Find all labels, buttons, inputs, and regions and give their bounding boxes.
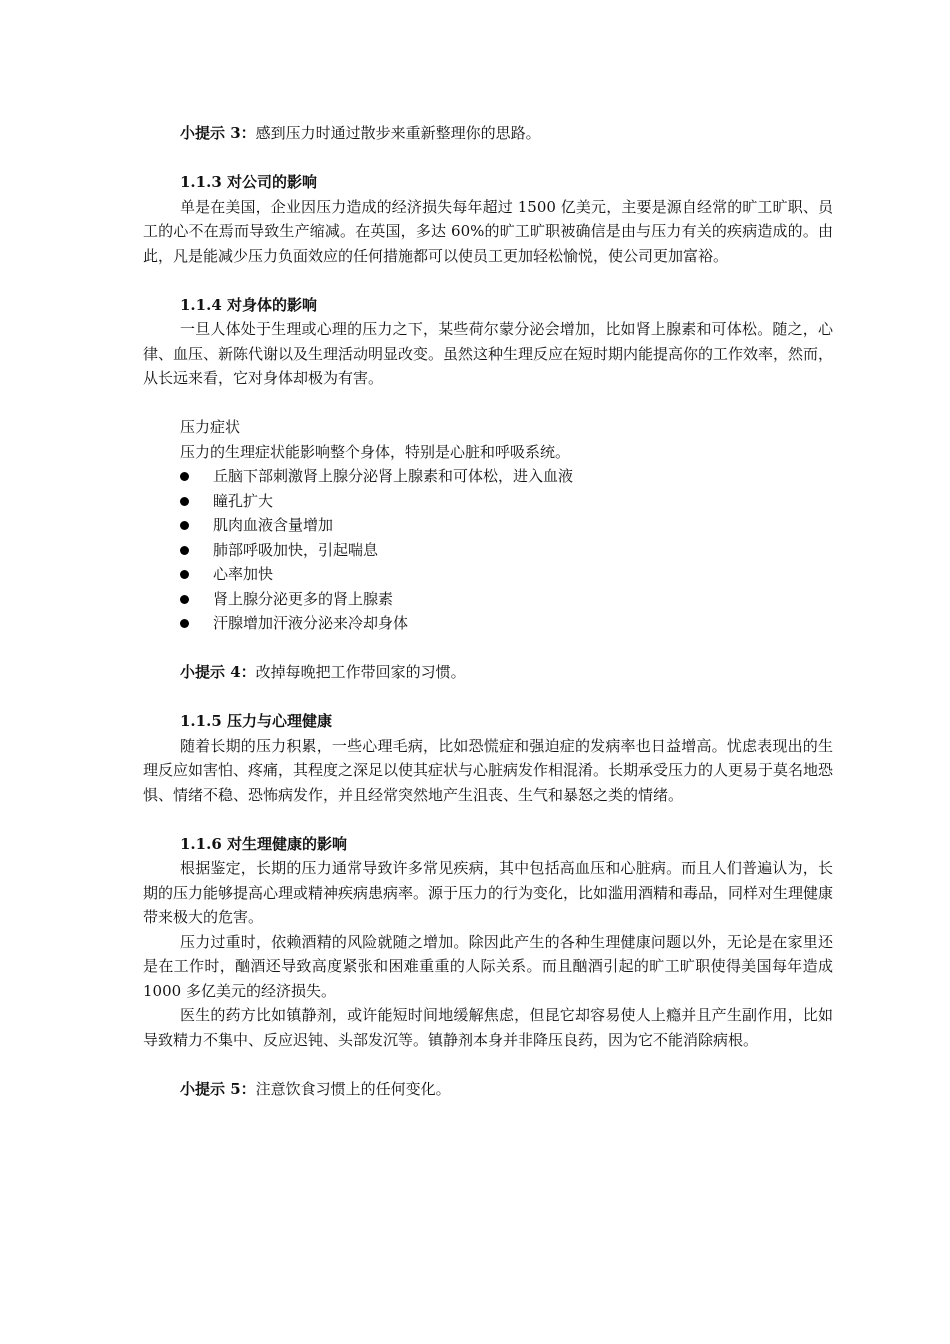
- section-1-1-6-paragraph-2: 压力过重时，依赖酒精的风险就随之增加。除因此产生的各种生理健康问题以外，无论是在家里还是在工作时，酗酒还导致高度紧张和困难重重的人际关系。而且酗酒引起的旷工旷职使得美国每年造成 1000 多亿美元的经济损失。: [143, 932, 833, 1000]
- bullet-icon: [180, 521, 189, 530]
- list-item-text: 肾上腺分泌更多的肾上腺素: [213, 589, 394, 608]
- tip-5-text: 注意饮食习惯上的任何变化。: [255, 1079, 451, 1098]
- section-1-1-4-paragraph: 一旦人体处于生理或心理的压力之下，某些荷尔蒙分泌会增加，比如肾上腺素和可体松。随之，心律、血压、新陈代谢以及生理活动明显改变。虽然这种生理反应在短时期内能提高你的工作效率，然而，从长远来看，它对身体却极为有害。: [143, 320, 834, 387]
- tip-3-label: 小提示 3：: [180, 124, 256, 142]
- section-1-1-5-paragraph: 随着长期的压力积累，一些心理毛病，比如恐慌症和强迫症的发病率也日益增高。忧虑表现出的生理反应如害怕、疼痛，其程度之深足以使其症状与心脏病发作相混淆。长期承受压力的人更易于莫名地恐惧、情绪不稳、恐怖病发作，并且经常突然地产生沮丧、生气和暴怒之类的情绪。: [143, 736, 834, 804]
- list-item: [143, 538, 833, 563]
- symptoms-title: 压力症状: [180, 418, 241, 436]
- list-item: [143, 611, 833, 636]
- tip-3: [143, 121, 833, 146]
- list-item-text: 心率加快: [213, 565, 274, 583]
- list-item-text: 汗腺增加汗液分泌来冷却身体: [213, 614, 409, 632]
- tip-3-text: 感到压力时通过散步来重新整理你的思路。: [255, 124, 541, 142]
- section-1-1-4-heading: 1.1.4 对身体的影响: [180, 295, 317, 314]
- list-item: [143, 489, 833, 514]
- symptoms-list: [143, 464, 833, 636]
- list-item-text: 丘脑下部刺激肾上腺分泌肾上腺素和可体松，进入血液: [213, 467, 574, 485]
- list-item: [143, 587, 833, 612]
- list-item: [143, 464, 833, 489]
- spacer: [143, 1052, 833, 1077]
- tip-4-label: 小提示 4：: [180, 663, 256, 681]
- list-item-text: 肺部呼吸加快，引起喘息: [213, 540, 379, 559]
- tip-5-label: 小提示 5：: [180, 1079, 256, 1098]
- list-item-text: 肌肉血液含量增加: [213, 516, 334, 534]
- bullet-icon: [180, 570, 189, 579]
- list-item-text: 瞳孔扩大: [213, 491, 274, 510]
- spacer: [143, 807, 833, 832]
- tip-4-text: 改掉每晚把工作带回家的习惯。: [255, 663, 466, 681]
- section-1-1-6-paragraph-1: 根据鉴定，长期的压力通常导致许多常见疾病，其中包括高血压和心脏病。而且人们普遍认为，长期的压力能够提高心理或精神疾病患病率。源于压力的行为变化，比如滥用酒精和毒品，同样对生理健康带来极大的危害。: [143, 859, 834, 926]
- bullet-icon: [180, 497, 189, 506]
- document-body: [143, 121, 833, 1101]
- spacer: [143, 636, 833, 661]
- symptoms-intro: 压力的生理症状能影响整个身体，特别是心脏和呼吸系统。: [180, 442, 571, 461]
- section-1-1-3-paragraph: 单是在美国，企业因压力造成的经济损失每年超过 1500 亿美元，主要是源自经常的旷工旷职、员工的心不在焉而导致生产缩减。在英国，多达 60%的旷工旷职被确信是由与压力有关的疾病造成的。由此，凡是能减少压力负面效应的任何措施都可以使员工更加轻松愉悦，使公司更加富裕。: [143, 197, 833, 265]
- spacer: [143, 685, 833, 710]
- bullet-icon: [180, 619, 189, 628]
- bullet-icon: [180, 595, 189, 604]
- bullet-icon: [180, 472, 189, 481]
- tip-4: [143, 660, 833, 685]
- list-item: [143, 513, 833, 538]
- tip-5: [143, 1077, 833, 1102]
- section-1-1-5-heading: 1.1.5 压力与心理健康: [180, 712, 332, 730]
- section-1-1-3-heading: 1.1.3 对公司的影响: [180, 173, 317, 191]
- spacer: [143, 146, 833, 171]
- spacer: [143, 391, 833, 416]
- section-1-1-6-paragraph-3: 医生的药方比如镇静剂，或许能短时间地缓解焦虑，但昆它却容易使人上瘾并且产生副作用，比如导致精力不集中、反应迟钝、头部发沉等。镇静剂本身并非降压良药，因为它不能消除病根。: [143, 1006, 833, 1049]
- section-1-1-6-heading: 1.1.6 对生理健康的影响: [180, 834, 347, 853]
- spacer: [143, 268, 833, 293]
- bullet-icon: [180, 546, 189, 555]
- list-item: [143, 562, 833, 587]
